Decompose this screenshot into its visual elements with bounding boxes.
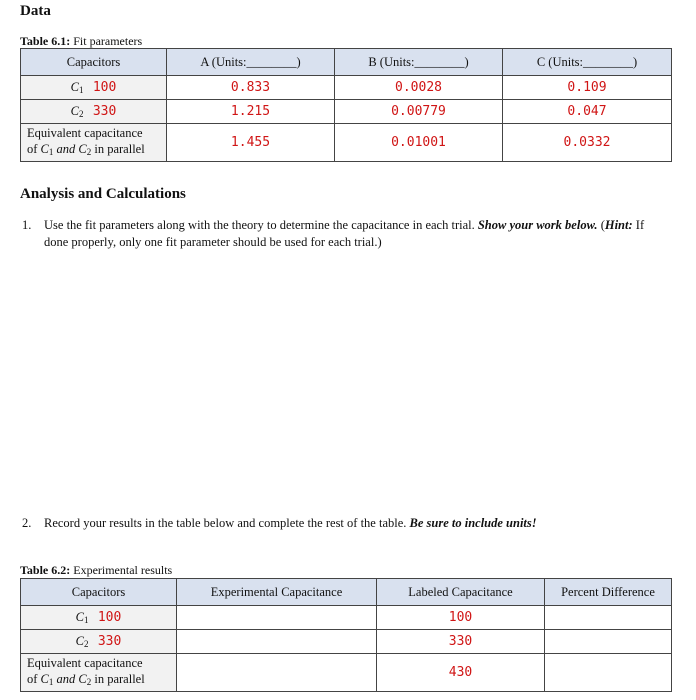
question-2: 2. Record your results in the table below and complete the rest of the table. Be sure to include units! — [22, 516, 537, 530]
header-labeled-capacitance: Labeled Capacitance — [377, 579, 545, 606]
table-row — [21, 630, 672, 654]
param-a-cell[interactable]: 0.833 — [167, 76, 335, 100]
header-c-units: C (Units:________) — [503, 49, 672, 76]
equivalent-capacitance-label: Equivalent capacitance of $C_1$ and $C_2$ in parallel — [21, 124, 167, 162]
section-title: Data — [20, 3, 51, 19]
equivalent-capacitance-label: Equivalent capacitance of $C_1$ and $C_2$ in parallel — [21, 654, 177, 692]
percent-difference-cell[interactable] — [545, 630, 672, 654]
param-b-cell[interactable]: 0.00779 — [335, 100, 503, 124]
question-1-number: 1. — [22, 218, 32, 232]
capacitor-label: $C_1$ 100 — [21, 606, 177, 630]
table2-caption-label: Table 6.2: — [20, 563, 71, 577]
table-row — [21, 76, 672, 100]
param-c-cell[interactable]: 0.047 — [503, 100, 672, 124]
table-row — [21, 100, 672, 124]
labeled-capacitance-cell[interactable]: 100 — [377, 606, 545, 630]
table-row — [21, 654, 672, 692]
table1-caption — [20, 34, 142, 49]
param-a-cell[interactable]: 1.215 — [167, 100, 335, 124]
question-1: 1. Use the fit parameters along with the theory to determine the capacitance in each trial. Show your work below. (Hint: If done properly, only one fit parameter should be used for each trial.) — [22, 218, 645, 249]
param-a-cell[interactable]: 1.455 — [167, 124, 335, 162]
fit-parameters-table — [20, 48, 672, 162]
header-b-units: B (Units:________) — [335, 49, 503, 76]
capacitor-label: $C_2$ 330 — [21, 630, 177, 654]
table-header-row — [21, 49, 672, 76]
param-b-cell[interactable]: 0.01001 — [335, 124, 503, 162]
percent-difference-cell[interactable] — [545, 606, 672, 630]
param-c-cell[interactable]: 0.0332 — [503, 124, 672, 162]
capacitor-label: $C_2$ 330 — [21, 100, 167, 124]
capacitor-label: $C_1$ 100 — [21, 76, 167, 100]
experimental-capacitance-cell[interactable] — [177, 606, 377, 630]
labeled-capacitance-cell[interactable]: 330 — [377, 630, 545, 654]
table-row — [21, 124, 672, 162]
table-row — [21, 606, 672, 630]
experimental-results-table — [20, 578, 672, 692]
capacitor-value: 100 — [97, 610, 122, 625]
header-percent-difference: Percent Difference — [545, 579, 672, 606]
param-b-cell[interactable]: 0.0028 — [335, 76, 503, 100]
table2-caption-text: Experimental results — [73, 563, 173, 577]
header-capacitors: Capacitors — [21, 49, 167, 76]
capacitor-value: 330 — [97, 634, 122, 649]
capacitor-value: 330 — [92, 104, 117, 119]
capacitor-value: 100 — [92, 80, 117, 95]
labeled-capacitance-cell[interactable]: 430 — [377, 654, 545, 692]
header-experimental-capacitance: Experimental Capacitance — [177, 579, 377, 606]
question-2-number: 2. — [22, 516, 32, 530]
table1-caption-text: Fit parameters — [73, 34, 143, 48]
percent-difference-cell[interactable] — [545, 654, 672, 692]
header-capacitors: Capacitors — [21, 579, 177, 606]
table2-caption — [20, 563, 172, 578]
table1-caption-label: Table 6.1: — [20, 34, 71, 48]
param-c-cell[interactable]: 0.109 — [503, 76, 672, 100]
experimental-capacitance-cell[interactable] — [177, 654, 377, 692]
experimental-capacitance-cell[interactable] — [177, 630, 377, 654]
header-a-units: A (Units:________) — [167, 49, 335, 76]
analysis-title: Analysis and Calculations — [20, 186, 186, 202]
table-header-row — [21, 579, 672, 606]
